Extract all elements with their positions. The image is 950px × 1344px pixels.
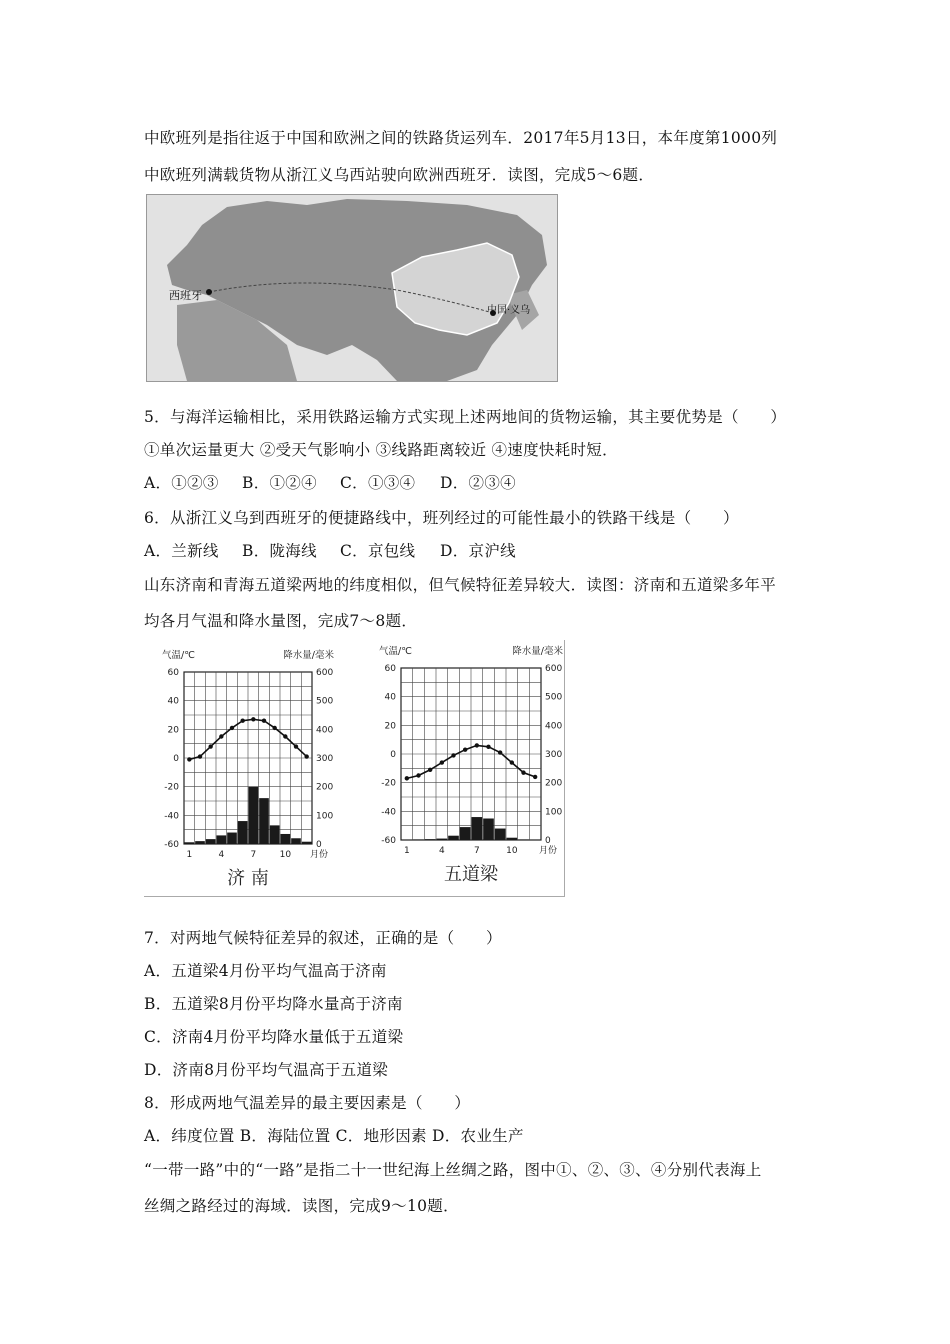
chart1-temp-point bbox=[272, 726, 276, 730]
chart2-temp-tick: -40 bbox=[381, 807, 396, 818]
chart1-temp-tick: 20 bbox=[167, 725, 179, 736]
chart1-xlabel: 月份 bbox=[310, 850, 329, 860]
chart2-precip-bar bbox=[518, 839, 529, 840]
chart2-precip-tick: 0 bbox=[545, 836, 551, 846]
chart1-temp-tick: 60 bbox=[167, 668, 179, 678]
chart2-temp-point bbox=[498, 750, 502, 754]
chart2-temp-point bbox=[521, 770, 525, 774]
chart1-temp-point bbox=[230, 726, 234, 730]
map-graphic bbox=[147, 195, 557, 381]
chart1-temp-point bbox=[283, 734, 287, 738]
chart1-x-tick: 1 bbox=[186, 850, 193, 860]
climate-charts-svg bbox=[144, 640, 564, 896]
q7-option-b[interactable]: B．五道梁8月份平均降水量高于济南 bbox=[144, 995, 403, 1013]
chart2-temp-tick: 0 bbox=[390, 750, 396, 760]
chart1-precip-tick: 500 bbox=[316, 696, 334, 707]
chart1-precip-bar bbox=[291, 838, 301, 844]
chart2-precip-tick: 100 bbox=[545, 807, 563, 818]
chart1-ylabel-right: 降水量/毫米 bbox=[283, 650, 334, 661]
chart1-temp-point bbox=[187, 757, 191, 761]
map-label-spain: 西班牙 bbox=[169, 289, 202, 302]
chart2-temp-point bbox=[451, 753, 455, 757]
q6-option-d[interactable]: D．京沪线 bbox=[440, 542, 516, 560]
q5-option-b[interactable]: B．①②④ bbox=[242, 474, 317, 492]
chart1-precip-bar bbox=[302, 842, 312, 844]
chart2-x-tick: 4 bbox=[438, 846, 445, 856]
chart1-temp-point bbox=[240, 719, 244, 723]
intro-text-line1: 中欧班列是指往返于中国和欧洲之间的铁路货运列车．2017年5月13日，本年度第1000列 bbox=[144, 129, 778, 147]
chart1-temp-point bbox=[219, 734, 223, 738]
spain-marker bbox=[206, 289, 212, 295]
q8-stem: 8．形成两地气温差异的最主要因素是（ ） bbox=[144, 1094, 471, 1112]
q6-option-c[interactable]: C．京包线 bbox=[340, 542, 416, 560]
intro2-line2: 均各月气温和降水量图，完成7～8题． bbox=[144, 612, 418, 630]
chart2-temp-tick: 40 bbox=[384, 692, 396, 703]
q5-stem: 5．与海洋运输相比，采用铁路运输方式实现上述两地间的货物运输，其主要优势是（ ） bbox=[144, 408, 787, 426]
chart1-precip-bar bbox=[185, 842, 195, 844]
chart2-x-tick: 10 bbox=[506, 846, 518, 856]
intro-text-line2: 中欧班列满载货物从浙江义乌西站驶向欧洲西班牙．读图，完成5～6题． bbox=[144, 166, 655, 184]
chart1-precip-tick: 100 bbox=[316, 811, 334, 822]
q7-option-c[interactable]: C．济南4月份平均降水量低于五道梁 bbox=[144, 1028, 404, 1046]
chart2-precip-bar bbox=[448, 836, 459, 840]
chart1-temp-point bbox=[198, 754, 202, 758]
chart2-temp-tick: 60 bbox=[384, 664, 396, 674]
map-label-yiwu: 中国·义乌 bbox=[487, 305, 531, 316]
chart1-precip-bar bbox=[281, 834, 291, 844]
chart1-ylabel-left: 气温/℃ bbox=[162, 650, 195, 661]
chart2-temp-point bbox=[428, 768, 432, 772]
chart1-x-tick: 10 bbox=[279, 850, 292, 860]
chart1-precip-bar bbox=[238, 821, 248, 844]
chart2-precip-bar bbox=[483, 819, 494, 841]
chart2-precip-tick: 200 bbox=[545, 778, 563, 789]
chart1-temp-point bbox=[262, 719, 266, 723]
chart2-precip-tick: 600 bbox=[545, 664, 563, 674]
chart1-precip-tick: 300 bbox=[316, 754, 334, 764]
chart1-temp-tick: 40 bbox=[167, 696, 179, 707]
chart1-precip-bar bbox=[259, 798, 269, 844]
chart2-title: 五道梁 bbox=[444, 864, 498, 885]
chart2-temp-point bbox=[416, 773, 420, 777]
chart2-precip-tick: 500 bbox=[545, 692, 563, 703]
chart2-precip-bar bbox=[425, 839, 436, 840]
chart1-title: 济 南 bbox=[227, 868, 269, 889]
chart2-temp-point bbox=[440, 760, 444, 764]
chart2-precip-bar bbox=[460, 827, 471, 840]
chart1-temp-point bbox=[251, 717, 255, 721]
intro3-line2: 丝绸之路经过的海域．读图，完成9～10题． bbox=[144, 1197, 459, 1215]
chart1-temp-point bbox=[304, 754, 308, 758]
chart2-ylabel-right: 降水量/毫米 bbox=[512, 646, 563, 657]
chart2-temp-tick: 20 bbox=[384, 721, 396, 732]
chart1-temp-point bbox=[294, 744, 298, 748]
chart1-precip-bar bbox=[217, 835, 227, 844]
chart2-precip-bar bbox=[413, 839, 424, 840]
chart2-x-tick: 1 bbox=[403, 846, 410, 856]
chart2-xlabel: 月份 bbox=[539, 846, 558, 856]
chart1-precip-bar bbox=[270, 825, 280, 844]
q5-items: ①单次运量更大 ②受天气影响小 ③线路距离较近 ④速度快耗时短． bbox=[144, 441, 618, 459]
chart2-temp-point bbox=[475, 743, 479, 747]
chart1-precip-tick: 0 bbox=[316, 840, 322, 850]
chart2-temp-tick: -60 bbox=[381, 836, 396, 846]
chart1-temp-tick: 0 bbox=[173, 754, 179, 764]
eurasia-map bbox=[146, 194, 558, 382]
q6-options bbox=[144, 539, 516, 561]
intro3-line1: “一带一路”中的“一路”是指二十一世纪海上丝绸之路，图中①、②、③、④分别代表海上 bbox=[144, 1161, 762, 1179]
chart2-temp-point bbox=[510, 760, 514, 764]
chart1-precip-bar bbox=[195, 841, 205, 844]
chart1-precip-tick: 400 bbox=[316, 725, 334, 736]
q6-stem: 6．从浙江义乌到西班牙的便捷路线中，班列经过的可能性最小的铁路干线是（ ） bbox=[144, 509, 739, 527]
q5-option-c[interactable]: C．①③④ bbox=[340, 474, 416, 492]
q6-option-b[interactable]: B．陇海线 bbox=[242, 542, 317, 560]
chart2-precip-bar bbox=[437, 839, 448, 840]
chart1-precip-tick: 600 bbox=[316, 668, 334, 678]
chart2-precip-tick: 300 bbox=[545, 750, 563, 760]
q7-option-d[interactable]: D．济南8月份平均气温高于五道梁 bbox=[144, 1061, 389, 1079]
q8-options[interactable]: A．纬度位置 B．海陆位置 C．地形因素 D．农业生产 bbox=[144, 1127, 524, 1145]
q7-option-a[interactable]: A．五道梁4月份平均气温高于济南 bbox=[144, 962, 387, 980]
intro2-line1: 山东济南和青海五道梁两地的纬度相似，但气候特征差异较大．读图：济南和五道梁多年平 bbox=[144, 576, 777, 594]
chart2-precip-bar bbox=[472, 817, 483, 840]
chart1-precip-bar bbox=[249, 787, 259, 844]
chart2-temp-point bbox=[405, 776, 409, 780]
q6-option-a[interactable]: A．兰新线 bbox=[144, 542, 219, 560]
chart1-x-tick: 7 bbox=[250, 850, 257, 860]
climate-charts bbox=[144, 640, 565, 897]
chart2-temp-point bbox=[486, 745, 490, 749]
chart2-precip-tick: 400 bbox=[545, 721, 563, 732]
chart1-temp-point bbox=[208, 744, 212, 748]
chart1-precip-bar bbox=[206, 839, 216, 844]
q5-options bbox=[144, 471, 516, 493]
chart1-temp-tick: -20 bbox=[164, 782, 179, 793]
chart1-precip-bar bbox=[227, 833, 237, 844]
chart1-temp-tick: -60 bbox=[164, 840, 179, 850]
chart2-temp-point bbox=[463, 748, 467, 752]
chart2-temp-tick: -20 bbox=[381, 778, 396, 789]
chart2-temp-point bbox=[533, 775, 537, 779]
chart1-x-tick: 4 bbox=[218, 850, 225, 860]
chart1-precip-tick: 200 bbox=[316, 782, 334, 793]
q5-option-d[interactable]: D．②③④ bbox=[440, 474, 516, 492]
chart1-temp-tick: -40 bbox=[164, 811, 179, 822]
q7-stem: 7．对两地气候特征差异的叙述，正确的是（ ） bbox=[144, 929, 502, 947]
q5-option-a[interactable]: A．①②③ bbox=[144, 474, 219, 492]
chart2-ylabel-left: 气温/℃ bbox=[379, 646, 412, 657]
chart2-precip-bar bbox=[507, 838, 518, 840]
chart2-precip-bar bbox=[495, 829, 506, 840]
chart2-x-tick: 7 bbox=[473, 846, 480, 856]
